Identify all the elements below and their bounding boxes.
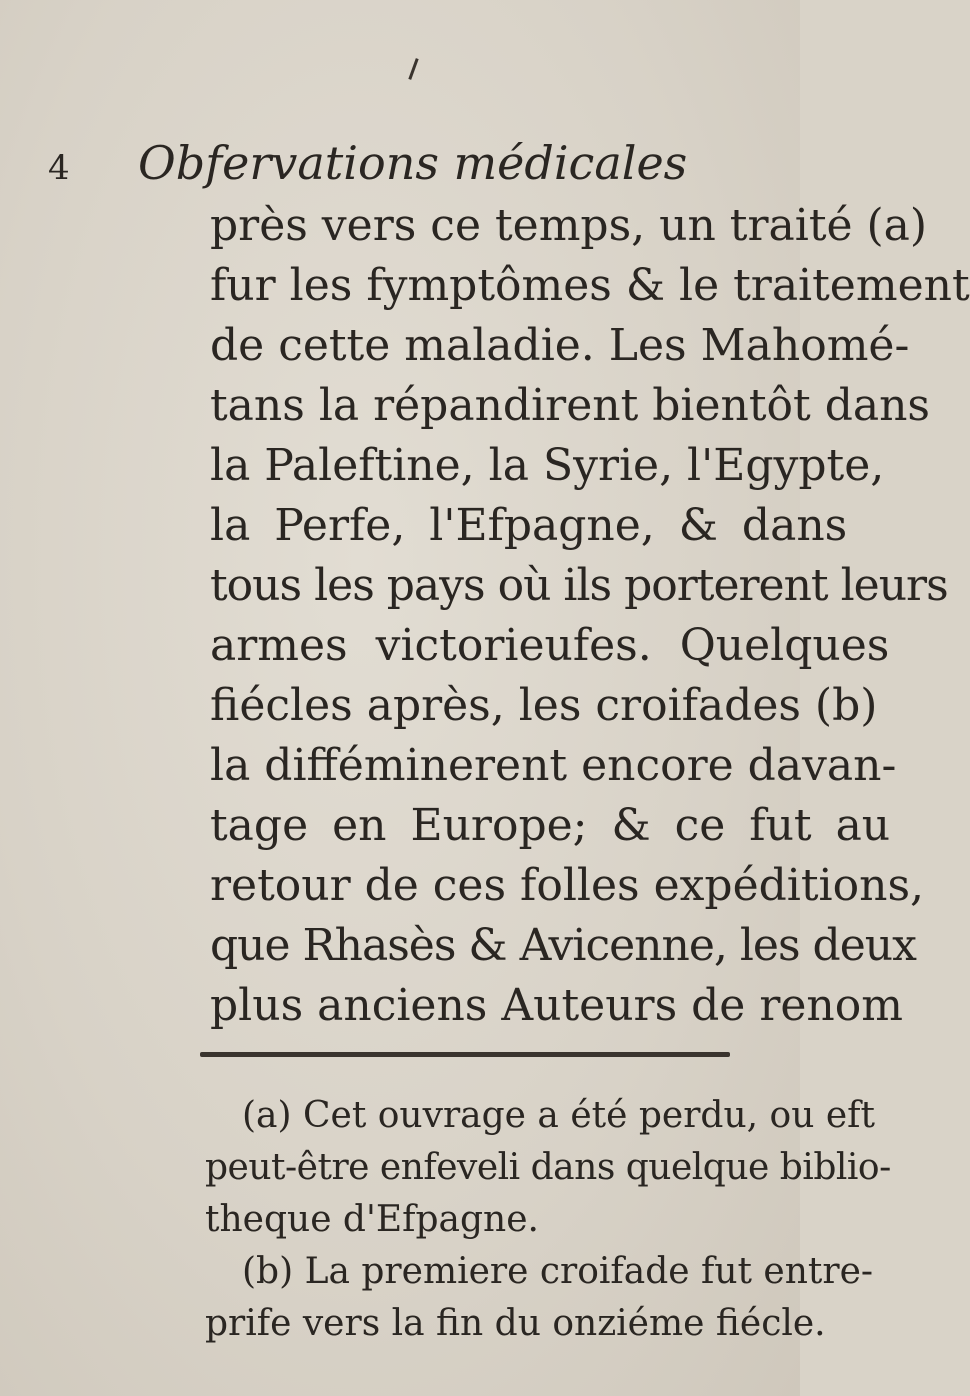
text-line: tous les pays où ils porterent leurs: [210, 560, 948, 611]
running-header: [40, 128, 740, 198]
page-number: 4: [48, 148, 70, 188]
footnote-line: prife vers la fin du onziéme fiécle.: [205, 1303, 826, 1344]
footnote-line: (a) Cet ouvrage a été perdu, ou eft: [242, 1095, 875, 1136]
footnote-line: theque d'Efpagne.: [205, 1199, 539, 1240]
text-line: la Perfe, l'Efpagne, & dans: [210, 500, 848, 551]
text-line: plus anciens Auteurs de renom: [210, 980, 903, 1031]
text-line: armes victorieufes. Quelques: [210, 620, 890, 671]
text-line: tage en Europe; & ce fut au: [210, 800, 891, 851]
footnote-line: (b) La premiere croifade fut entre-: [242, 1251, 874, 1292]
ink-speck: [408, 58, 418, 80]
footnote-separator: [200, 1052, 730, 1057]
text-line: de cette maladie. Les Mahomé-: [210, 320, 910, 371]
text-line: la difféminerent encore davan-: [210, 740, 897, 791]
text-line: fur les fymptômes & le traitement: [210, 260, 970, 311]
text-line: près vers ce temps, un traité (a): [210, 200, 928, 251]
footnote-line: peut-être enfeveli dans quelque biblio-: [205, 1147, 891, 1188]
text-line: tans la répandirent bientôt dans: [210, 380, 931, 431]
text-line: retour de ces folles expéditions,: [210, 860, 925, 911]
text-line: que Rhasès & Avicenne, les deux: [210, 920, 916, 971]
text-line: fiécles après, les croifades (b): [210, 680, 878, 731]
text-line: la Paleftine, la Syrie, l'Egypte,: [210, 440, 885, 491]
running-title: Obfervations médicales: [138, 136, 688, 190]
